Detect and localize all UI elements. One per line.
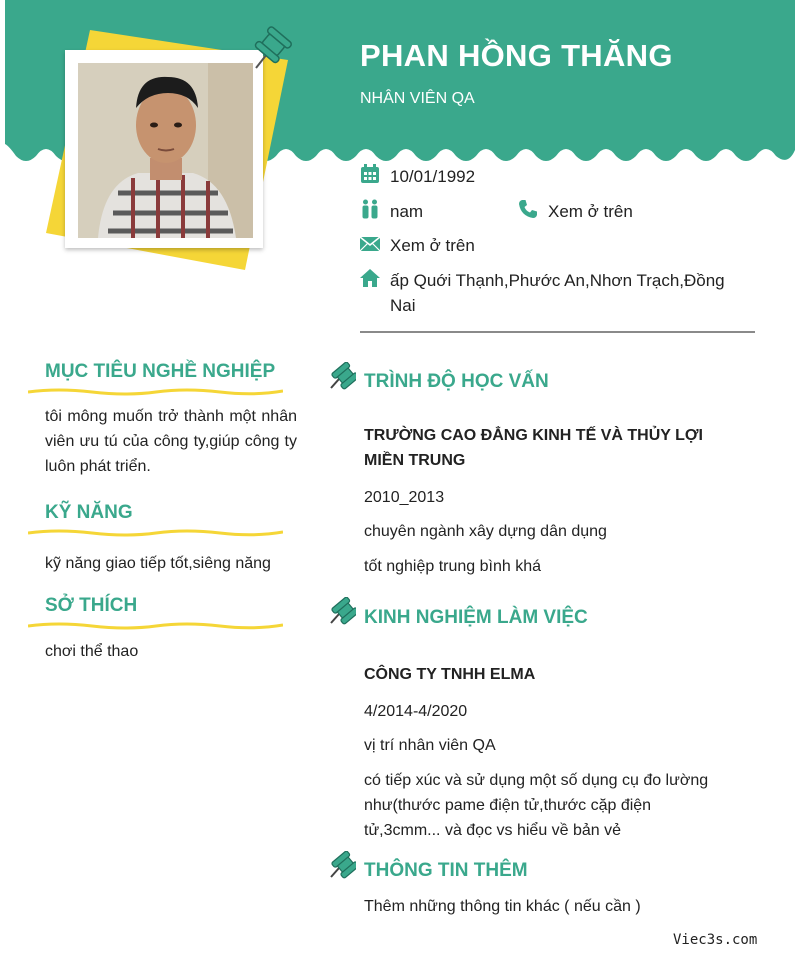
pushpin-icon <box>328 362 356 390</box>
home-icon <box>360 268 380 288</box>
experience-position: vị trí nhân viên QA <box>364 737 496 754</box>
company-name: CÔNG TY TNHH ELMA <box>364 666 536 683</box>
gender-icon <box>360 199 380 219</box>
hobbies-text: chơi thể thao <box>45 643 139 660</box>
experience-title: KINH NGHIỆM LÀM VIỆC <box>364 607 588 628</box>
extra-info-title: THÔNG TIN THÊM <box>364 860 528 881</box>
phone-value: Xem ở trên <box>548 202 633 221</box>
experience-period: 4/2014-4/2020 <box>364 703 468 720</box>
avatar <box>78 63 253 238</box>
school-name-line2: MIỀN TRUNG <box>364 452 466 469</box>
school-name-line1: TRƯỜNG CAO ĐẲNG KINH TẾ VÀ THỦY LỢI <box>364 427 703 444</box>
hobbies-underline <box>28 620 283 632</box>
address-line2: Nai <box>390 296 416 315</box>
phone-icon <box>518 199 538 219</box>
email-icon <box>360 234 380 254</box>
education-period: 2010_2013 <box>364 489 445 506</box>
skills-underline <box>28 527 283 539</box>
experience-desc-line2: như(thước pame điện tử,thước cặp điện <box>364 797 652 814</box>
address-line1: ấp Quới Thạnh,Phước An,Nhơn Trạch,Đồng <box>390 271 725 290</box>
education-title: TRÌNH ĐỘ HỌC VẤN <box>364 371 549 392</box>
gender-value: nam <box>390 202 424 221</box>
objective-text: tôi mông muốn trở thành một nhân viên ưu tú của công ty,giúp công ty luôn phát triển. <box>45 408 297 475</box>
extra-info-text: Thêm những thông tin khác ( nếu cần ) <box>364 898 641 915</box>
objective-underline <box>28 386 283 398</box>
birthday-value: 10/01/1992 <box>390 167 476 186</box>
experience-desc-line1: có tiếp xúc và sử dụng một số dụng cụ đo lường <box>364 772 709 789</box>
pushpin-icon <box>250 26 292 72</box>
skills-text: kỹ năng giao tiếp tốt,siêng năng <box>45 555 271 572</box>
skills-title: KỸ NĂNG <box>45 502 133 523</box>
watermark: Viec3s.com <box>673 932 758 948</box>
email-value: Xem ở trên <box>390 236 475 255</box>
education-result: tốt nghiệp trung bình khá <box>364 558 542 575</box>
hobbies-title: SỞ THÍCH <box>45 595 138 616</box>
education-major: chuyên ngành xây dựng dân dụng <box>364 523 607 540</box>
pushpin-icon <box>328 851 356 879</box>
candidate-role: NHÂN VIÊN QA <box>360 90 475 107</box>
candidate-name: PHAN HỒNG THĂNG <box>360 38 673 73</box>
photo-frame <box>65 50 263 248</box>
calendar-icon <box>360 164 380 184</box>
experience-desc-line3: tử,3cmm... và đọc vs hiểu về bản vẻ <box>364 822 622 839</box>
divider <box>360 331 755 333</box>
pushpin-icon <box>328 597 356 625</box>
objective-title: MỤC TIÊU NGHỀ NGHIỆP <box>45 361 276 382</box>
